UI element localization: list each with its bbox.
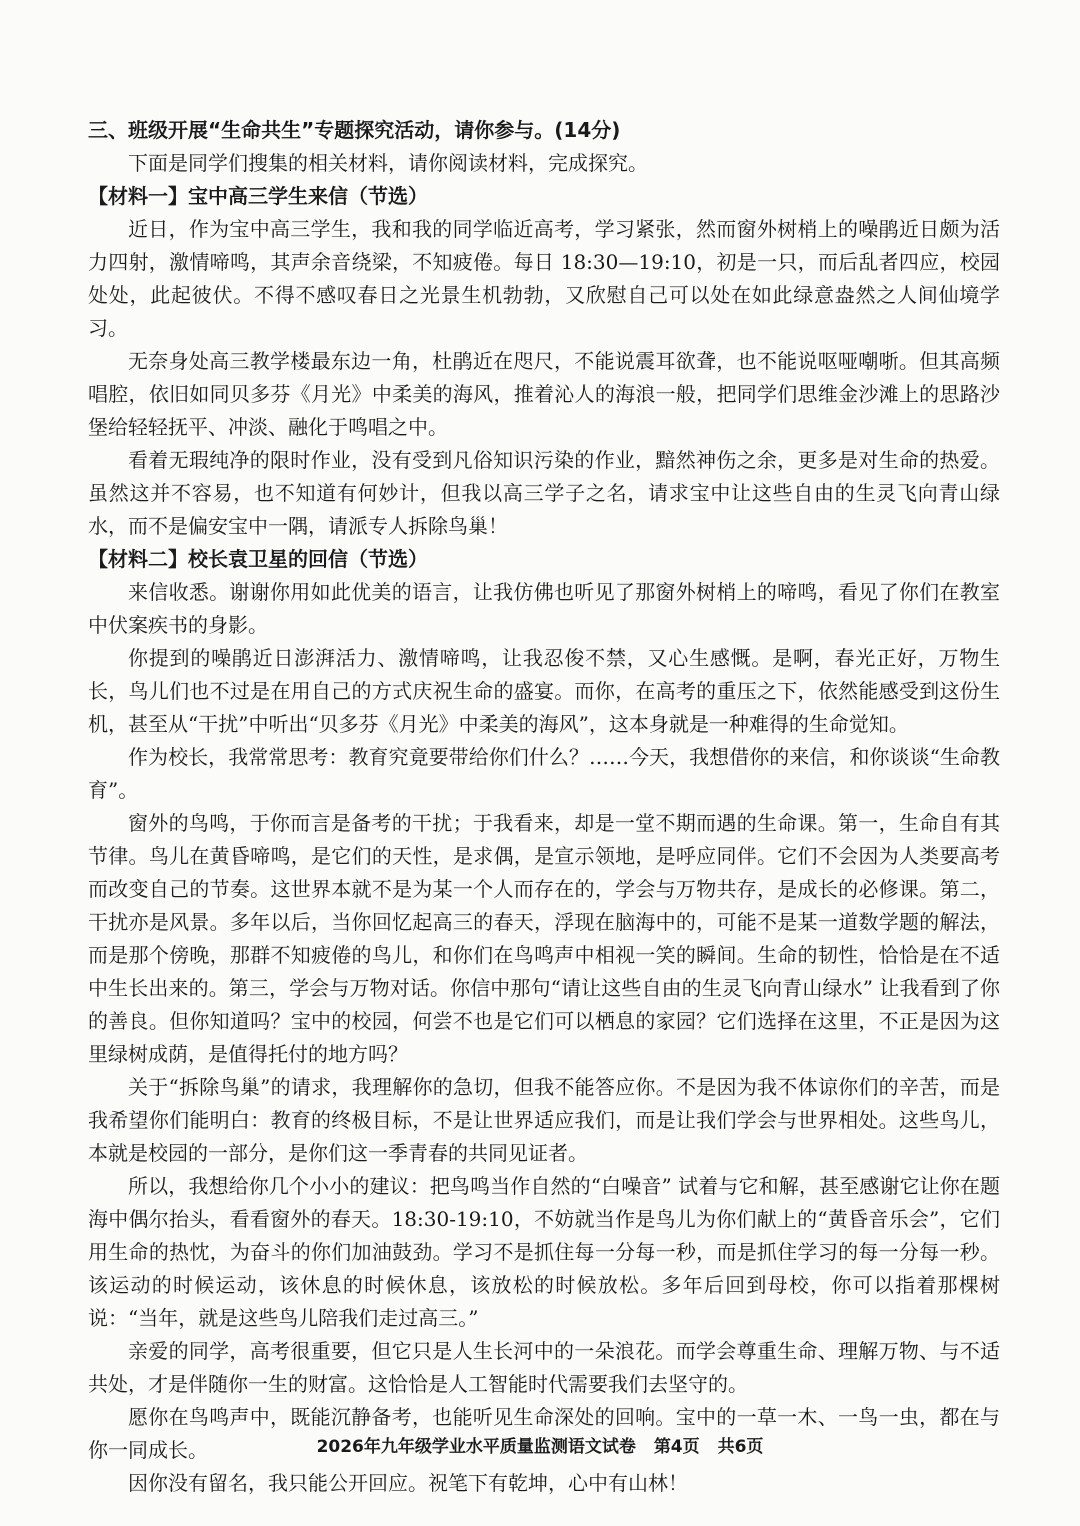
- material-two-paragraph: 你提到的噪鹃近日澎湃活力、激情啼鸣，让我忍俊不禁，又心生感慨。是啊，春光正好，万物生长，鸟儿们也不过是在用自己的方式庆祝生命的盛宴。而你，在高考的重压之下，依然能感受到这份生机，甚至从“干扰”中听出“贝多芬《月光》中柔美的海风”，这本身就是一种难得的生命觉知。: [88, 646, 1000, 736]
- material-two-paragraph: 窗外的鸟鸣，于你而言是备考的干扰；于我看来，却是一堂不期而遇的生命课。第一，生命自有其节律。鸟儿在黄昏啼鸣，是它们的天性，是求偶，是宣示领地，是呼应同伴。它们不会因为人类要高考而改变自己的节奏。这世界本就不是为某一个人而存在的，学会与万物共存，是成长的必修课。第二，干扰亦是风景。多年以后，当你回忆起高三的春天，浮现在脑海中的，可能不是某一道数学题的解法，而是那个傍晚，那群不知疲倦的鸟儿，和你们在鸟鸣声中相视一笑的瞬间。生命的韧性，恰恰是在不适中生长出来的。第三，学会与万物对话。你信中那句“请让这些自由的生灵飞向青山绿水” 让我看到了你的善良。但你知道吗？宝中的校园，何尝不也是它们可以栖息的家园？它们选择在这里，不正是因为这里绿树成荫，是值得托付的地方吗？: [88, 811, 1000, 1066]
- content-area: [88, 114, 1000, 1500]
- material-one-paragraph: 近日，作为宝中高三学生，我和我的同学临近高考，学习紧张，然而窗外树梢上的噪鹃近日颇为活力四射，激情啼鸣，其声余音绕梁，不知疲倦。每日 18:30—19:10，初是一只，而后乱者四应，校园处处，此起彼伏。不得不感叹春日之光景生机勃勃，又欣慰自己可以处在如此绿意盎然之人间仙境学习。: [88, 217, 1000, 340]
- page-footer: [0, 1432, 1080, 1457]
- exam-title: 2026年九年级学业水平质量监测语文试卷: [316, 1437, 636, 1457]
- material-two-paragraph: 亲爱的同学，高考很重要，但它只是人生长河中的一朵浪花。而学会尊重生命、理解万物、与不适共处，才是伴随你一生的财富。这恰恰是人工智能时代需要我们去坚守的。: [88, 1339, 1000, 1396]
- section-title: 三、班级开展“生命共生”专题探究活动，请你参与。(14分): [88, 118, 621, 142]
- material-one-paragraph: 无奈身处高三教学楼最东边一角，杜鹃近在咫尺，不能说震耳欲聋，也不能说呕哑嘲哳。但其高频唱腔，依旧如同贝多芬《月光》中柔美的海风，推着沁人的海浪一般，把同学们思维金沙滩上的思路沙堡给轻轻抚平、冲淡、融化于鸣唱之中。: [88, 349, 1000, 439]
- material-two-paragraph: 所以，我想给你几个小小的建议：把鸟鸣当作自然的“白噪音” 试着与它和解，甚至感谢它让你在题海中偶尔抬头，看看窗外的春天。18:30-19:10，不妨就当作是鸟儿为你们献上的“黄昏音乐会”，它们用生命的热忱，为奋斗的你们加油鼓劲。学习不是抓住每一分每一秒，而是抓住学习的每一分每一秒。该运动的时候运动，该休息的时候休息，该放松的时候放松。多年后回到母校，你可以指着那棵树说：“当年，就是这些鸟儿陪我们走过高三。”: [88, 1174, 1000, 1330]
- material-two-paragraph: 愿你在鸟鸣声中，既能沉静备考，也能听见生命深处的回响。宝中的一草一木、一鸟一虫，都在与你一同成长。: [88, 1405, 1000, 1462]
- material-two-paragraph: 关于“拆除鸟巢”的请求，我理解你的急切，但我不能答应你。不是因为我不体谅你们的辛苦，而是我希望你们能明白：教育的终极目标，不是让世界适应我们，而是让我们学会与世界相处。这些鸟儿，本就是校园的一部分，是你们这一季青春的共同见证者。: [88, 1075, 1000, 1165]
- material-two-title: 【材料二】校长袁卫星的回信（节选）: [88, 547, 428, 571]
- section-intro: 下面是同学们搜集的相关材料，请你阅读材料，完成探究。: [128, 151, 648, 175]
- material-two-paragraph: 来信收悉。谢谢你用如此优美的语言，让我仿佛也听见了那窗外树梢上的啼鸣，看见了你们在教室中伏案疾书的身影。: [88, 580, 1000, 637]
- material-two-paragraph: 因你没有留名，我只能公开回应。祝笔下有乾坤，心中有山林！: [128, 1471, 688, 1495]
- page-number: 第4页: [653, 1437, 700, 1457]
- material-one-title: 【材料一】宝中高三学生来信（节选）: [88, 184, 428, 208]
- material-two-paragraph: 作为校长，我常常思考：教育究竟要带给你们什么？……今天，我想借你的来信，和你谈谈“生命教育”。: [88, 745, 1000, 802]
- material-one-paragraph: 看着无瑕纯净的限时作业，没有受到凡俗知识污染的作业，黯然神伤之余，更多是对生命的热爱。虽然这并不容易，也不知道有何妙计，但我以高三学子之名，请求宝中让这些自由的生灵飞向青山绿水，而不是偏安宝中一隅，请派专人拆除鸟巢！: [88, 448, 1000, 538]
- page-total: 共6页: [717, 1437, 764, 1457]
